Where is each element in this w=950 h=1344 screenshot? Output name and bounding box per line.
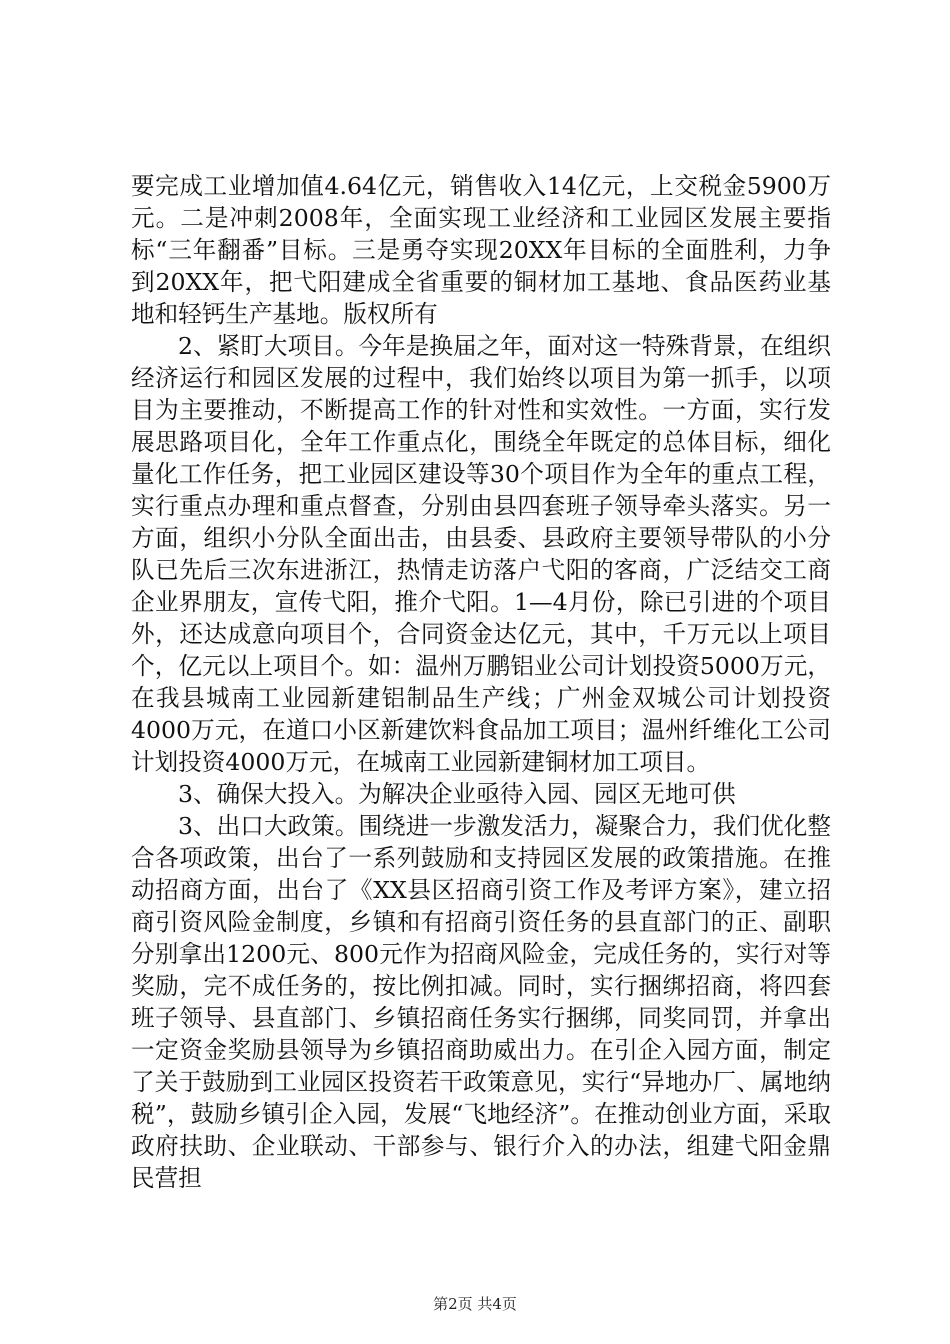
paragraph-item-2: 2、紧盯大项目。今年是换届之年，面对这一特殊背景，在组织经济运行和园区发展的过程中，我们始终以项目为第一抓手，以项目为主要推动，不断提高工作的针对性和实效性。一方面，实行发展思路项目化，全年工作重点化，围绕全年既定的总体目标，细化量化工作任务，把工业园区建设等30个项目作为全年的重点工程，实行重点办理和重点督查，分别由县四套班子领导牵头落实。另一方面，组织小分队全面出击，由县委、县政府主要领导带队的小分队已先后三次东进浙江，热情走访落户弋阳的客商，广泛结交工商企业界朋友，宣传弋阳，推介弋阳。1—4月份，除已引进的个项目外，还达成意向项目个，合同资金达亿元，其中，千万元以上项目个，亿元以上项目个。如：温州万鹏铝业公司计划投资5000万元，在我县城南工业园新建铝制品生产线；广州金双城公司计划投资4000万元，在道口小区新建饮料食品加工项目；温州纤维化工公司计划投资4000万元，在城南工业园新建铜材加工项目。 xyxy=(131,332,831,776)
paragraph-item-3b: 3、出口大政策。围绕进一步激发活力，凝聚合力，我们优化整合各项政策，出台了一系列鼓励和支持园区发展的政策措施。在推动招商方面，出台了《XX县区招商引资工作及考评方案》，建立招商引资风险金制度，乡镇和有招商引资任务的县直部门的正、副职分别拿出1200元、800元作为招商风险金，完成任务的，实行对等奖励，完不成任务的，按比例扣减。同时，实行捆绑招商，将四套班子领导、县直部门、乡镇招商任务实行捆绑，同奖同罚，并拿出一定资金奖励县领导为乡镇招商助威出力。在引企入园方面，制定了关于鼓励到工业园区投资若干政策意见，实行“异地办厂、属地纳税”，鼓励乡镇引企入园，发展“飞地经济”。在推动创业方面，采取政府扶助、企业联动、干部参与、银行介入的办法，组建弋阳金鼎民营担 xyxy=(131,812,831,1192)
document-body xyxy=(131,170,831,1194)
paragraph-item-3a: 3、确保大投入。为解决企业亟待入园、园区无地可供 xyxy=(178,780,736,808)
page-footer: 第2页 共4页 xyxy=(433,1295,517,1313)
paragraph-continuation: 要完成工业增加值4.64亿元，销售收入14亿元，上交税金5900万元。二是冲刺2008年，全面实现工业经济和工业园区发展主要指标“三年翻番”目标。三是勇夺实现20XX年目标的全面胜利，力争到20XX年，把弋阳建成全省重要的铜材加工基地、食品医药业基地和轻钙生产基地。版权所有 xyxy=(131,172,831,328)
